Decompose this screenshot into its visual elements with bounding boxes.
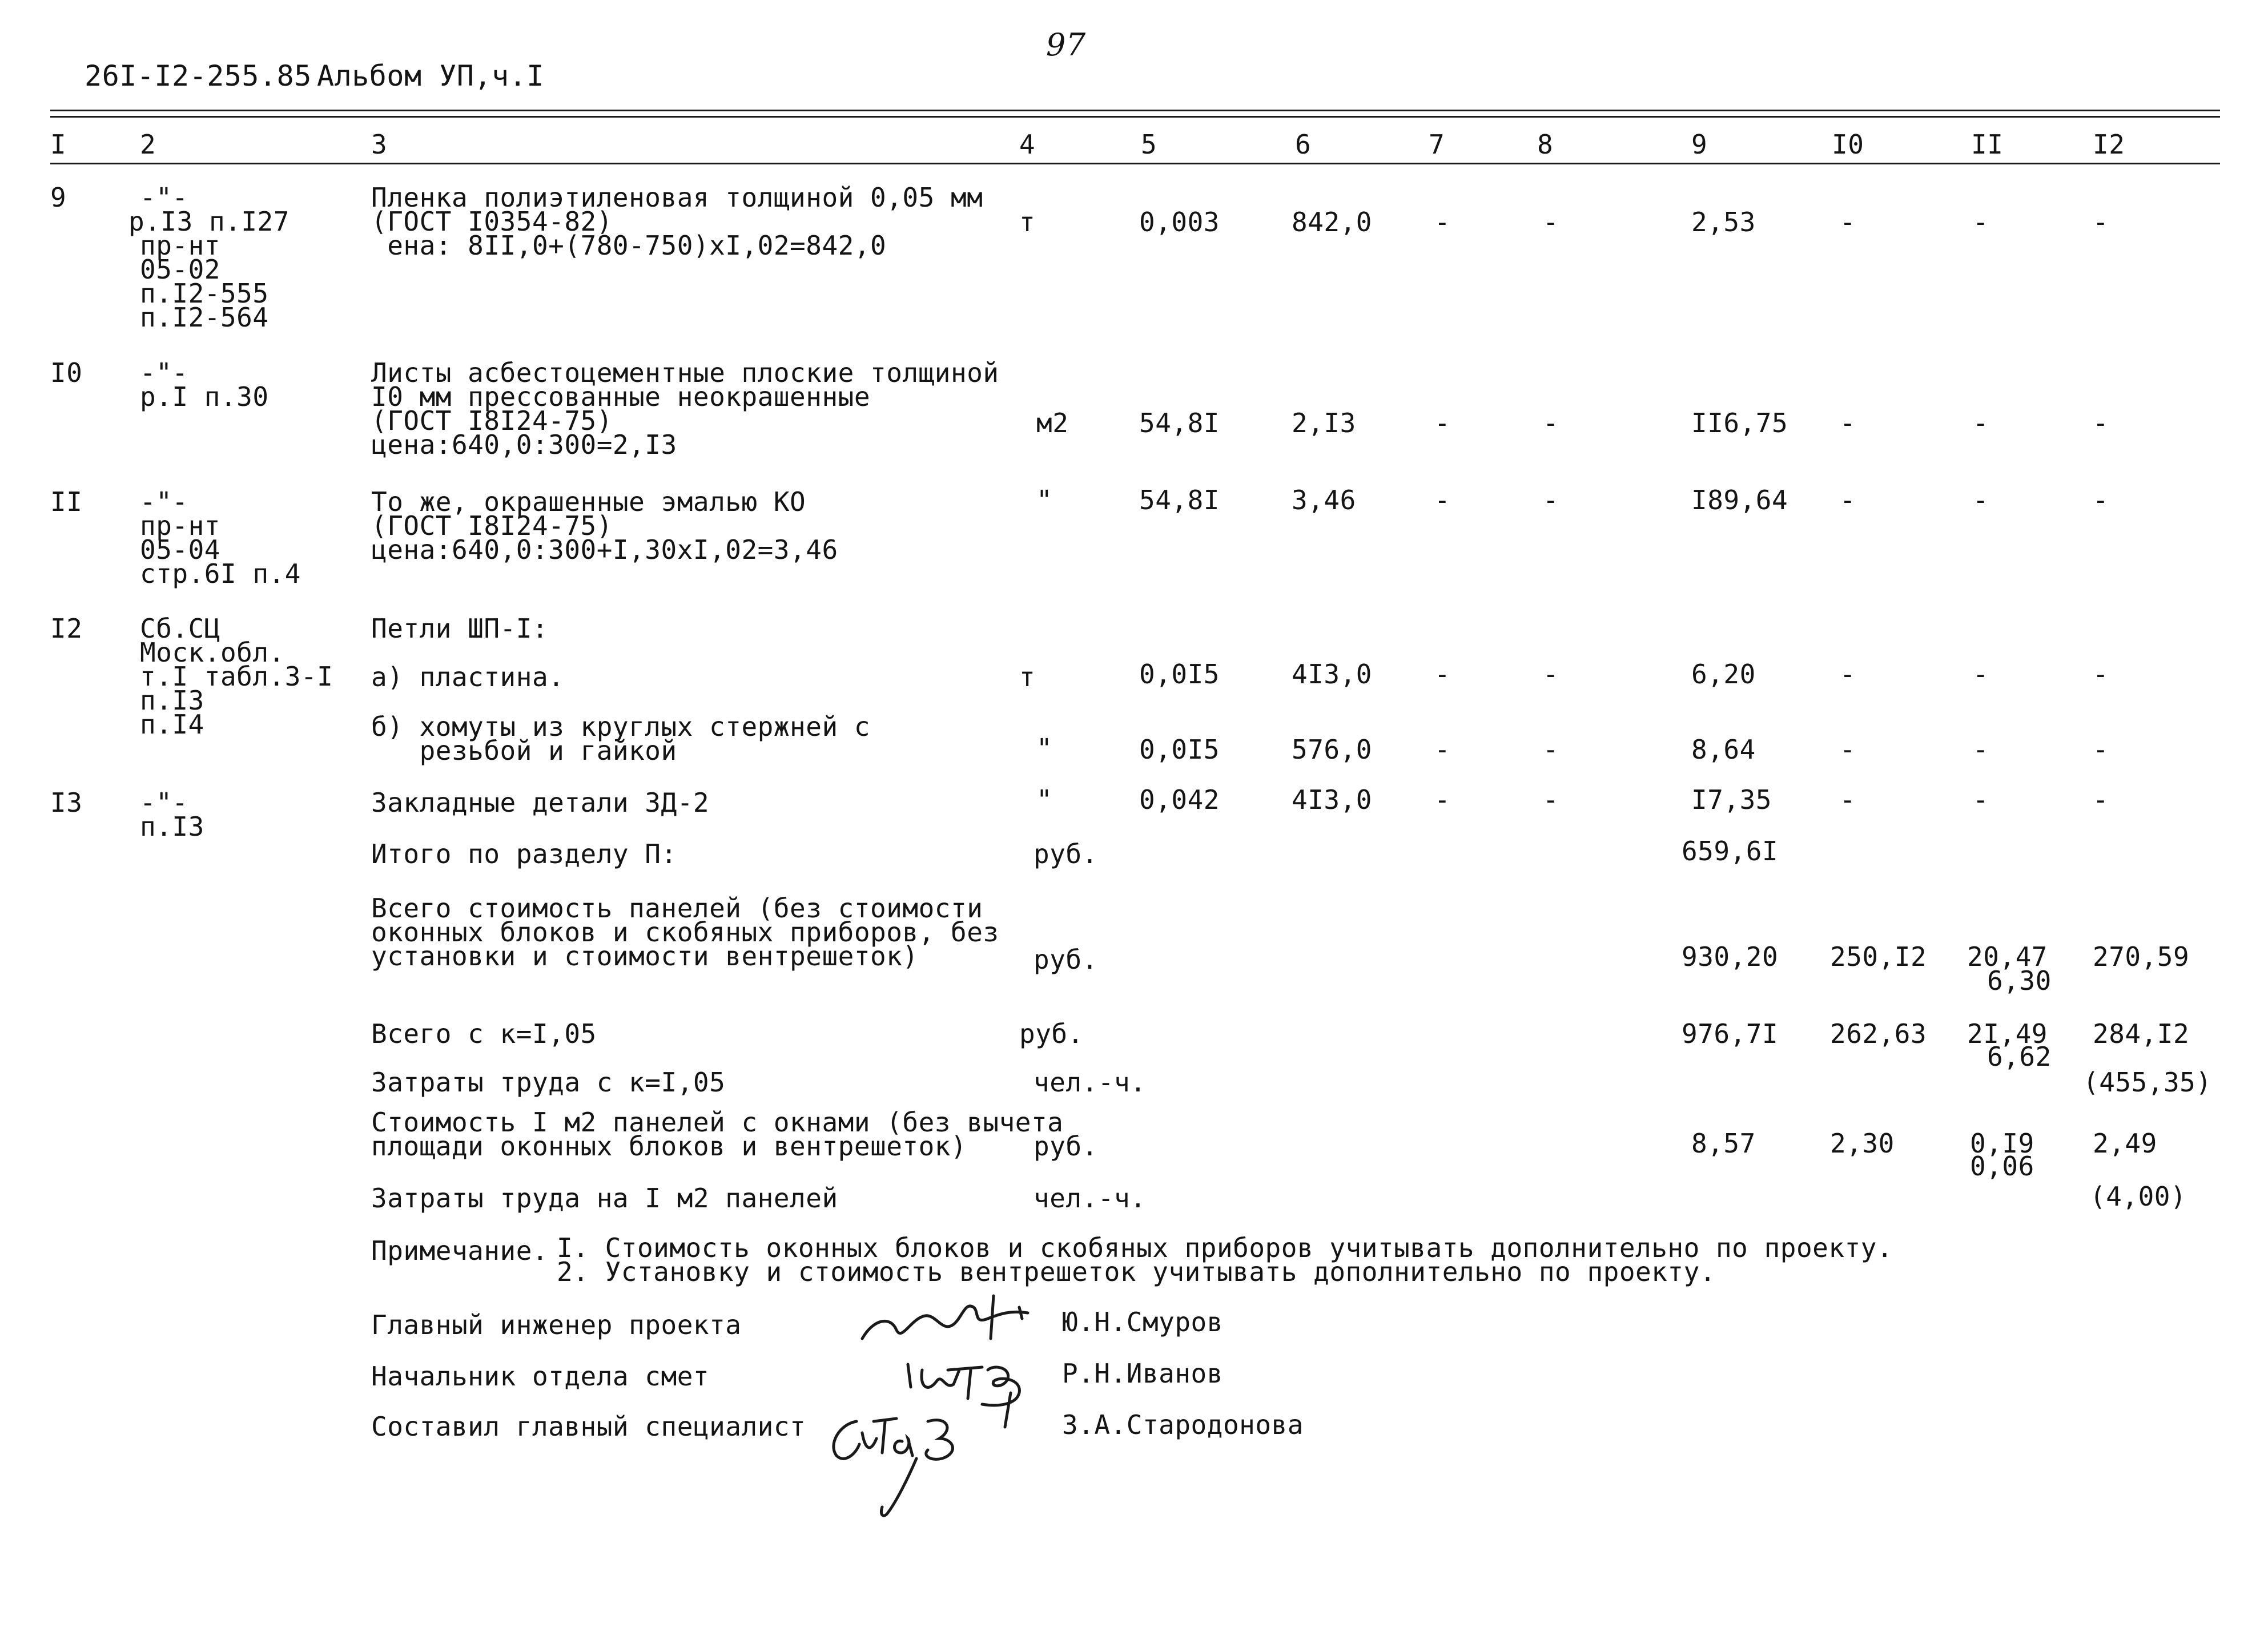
ref-line: р.I3 п.I27 <box>128 206 289 237</box>
ref-line: стр.6I п.4 <box>140 558 301 589</box>
note-line: 2. Установку и стоимость вентрешеток учитывать дополнительно по проекту. <box>557 1256 1716 1287</box>
total-cell: II6,75 <box>1691 408 1788 438</box>
row-number: I0 <box>50 357 83 388</box>
price-cell: 2,I3 <box>1292 408 1356 438</box>
col11-cell: 0,I9 <box>1970 1128 2034 1159</box>
description-line: а) пластина. <box>371 662 565 692</box>
price-cell: 576,0 <box>1292 734 1372 765</box>
price-cell: 4I3,0 <box>1292 659 1372 690</box>
col-header-4: 4 <box>1019 129 1036 160</box>
col8-cell: - <box>1543 659 1559 690</box>
col12-cell: 270,59 <box>2093 941 2190 972</box>
total-cell: I7,35 <box>1691 784 1772 815</box>
total-cell: I89,64 <box>1691 485 1788 515</box>
unit-cell: " <box>1036 733 1053 764</box>
col12-cell: 2,49 <box>2093 1128 2157 1159</box>
col-header-10: I0 <box>1832 129 1864 160</box>
col12-cell: - <box>2093 784 2109 815</box>
col7-cell: - <box>1434 207 1451 237</box>
ref-line: п.I3 <box>140 685 204 716</box>
col8-cell: - <box>1543 408 1559 438</box>
unit-cell: " <box>1036 485 1053 515</box>
signature-name: З.А.Стародонова <box>1062 1409 1304 1440</box>
description-line: I0 мм прессованные неокрашенные <box>371 381 871 412</box>
description-line: резьбой и гайкой <box>371 735 677 766</box>
description-line: б) хомуты из круглых стержней с <box>371 711 871 742</box>
price-cell: 3,46 <box>1292 485 1356 515</box>
quantity-cell: 0,003 <box>1139 207 1220 237</box>
col11-cell: 20,47 <box>1967 941 2048 972</box>
col-header-7: 7 <box>1429 129 1445 160</box>
description-line: Закладные детали ЗД-2 <box>371 787 710 818</box>
col12-cell: - <box>2093 659 2109 690</box>
handwritten-signature-3 <box>817 1399 1005 1524</box>
col-header-12: I2 <box>2093 129 2125 160</box>
col10-cell: 262,63 <box>1830 1018 1927 1049</box>
ref-line: пр-нт <box>140 230 220 261</box>
description-line: То же, окрашенные эмалью КО <box>371 486 806 517</box>
signature-role: Главный инженер проекта <box>371 1309 742 1340</box>
top-rule-2 <box>50 116 2220 118</box>
col11-subvalue: 6,30 <box>1987 965 2052 996</box>
col8-cell: - <box>1543 734 1559 765</box>
unit-cell: руб. <box>1034 839 1098 869</box>
ref-line: р.I п.30 <box>140 381 269 412</box>
total-cell: 930,20 <box>1682 941 1779 972</box>
description-line: Пленка полиэтиленовая толщиной 0,05 мм <box>371 182 983 213</box>
ref-line: Моск.обл. <box>140 637 285 668</box>
col-header-11: II <box>1971 129 2004 160</box>
unit-cell: т <box>1019 662 1036 692</box>
unit-cell: руб. <box>1034 944 1098 975</box>
unit-cell: чел.-ч. <box>1034 1183 1147 1214</box>
col-header-9: 9 <box>1691 129 1708 160</box>
summary-label: Затраты труда на I м2 панелей <box>371 1183 838 1214</box>
signature-role: Начальник отдела смет <box>371 1361 710 1392</box>
signature-name: Ю.Н.Смуров <box>1062 1307 1223 1337</box>
col12-cell: - <box>2093 207 2109 237</box>
col11-subvalue: 0,06 <box>1970 1151 2034 1182</box>
row-number: I2 <box>50 613 83 644</box>
ref-line: 05-02 <box>140 254 220 285</box>
album-label: Альбом УП,ч.I <box>317 59 544 92</box>
top-rule-1 <box>50 110 2220 111</box>
col10-cell: 2,30 <box>1830 1128 1895 1159</box>
col10-cell: - <box>1840 659 1856 690</box>
unit-cell: чел.-ч. <box>1034 1067 1147 1098</box>
col11-cell: 2I,49 <box>1967 1018 2048 1049</box>
quantity-cell: 54,8I <box>1139 485 1220 515</box>
col10-cell: 250,I2 <box>1830 941 1927 972</box>
summary-label: Итого по разделу П: <box>371 839 677 869</box>
price-cell: 842,0 <box>1292 207 1372 237</box>
summary-label: площади оконных блоков и вентрешеток) <box>371 1131 967 1162</box>
description-line: цена:640,0:300+I,30xI,02=3,46 <box>371 534 838 565</box>
signature-name: Р.Н.Иванов <box>1062 1358 1223 1389</box>
col-header-5: 5 <box>1141 129 1157 160</box>
ref-line: п.I3 <box>140 811 204 842</box>
summary-label: Стоимость I м2 панелей с окнами (без вычета <box>371 1107 1064 1138</box>
col12-cell: - <box>2093 734 2109 765</box>
description-line: (ГОСТ I0354-82) <box>371 206 613 237</box>
description-line: цена:640,0:300=2,I3 <box>371 429 677 460</box>
col7-cell: - <box>1434 408 1451 438</box>
col12-cell: 284,I2 <box>2093 1018 2190 1049</box>
unit-cell: руб. <box>1019 1018 1084 1049</box>
page-number: 97 <box>1046 27 1086 63</box>
summary-label: установки и стоимости вентрешеток) <box>371 941 919 972</box>
note-line: I. Стоимость оконных блоков и скобяных приборов учитывать дополнительно по проекту. <box>557 1232 1893 1263</box>
description-line: (ГОСТ I8I24-75) <box>371 405 613 436</box>
total-cell: 976,7I <box>1682 1018 1779 1049</box>
col-header-8: 8 <box>1537 129 1554 160</box>
unit-cell: " <box>1036 784 1053 815</box>
col11-cell: - <box>1973 485 1989 515</box>
col10-cell: - <box>1840 207 1856 237</box>
col11-cell: - <box>1973 207 1989 237</box>
total-cell: 2,53 <box>1691 207 1756 237</box>
total-cell: 659,6I <box>1682 836 1779 867</box>
unit-cell: руб. <box>1034 1131 1098 1162</box>
description-line: Петли ШП-I: <box>371 613 549 644</box>
total-cell: 8,57 <box>1691 1128 1756 1159</box>
price-cell: 4I3,0 <box>1292 784 1372 815</box>
quantity-cell: 0,042 <box>1139 784 1220 815</box>
col-header-3: 3 <box>371 129 388 160</box>
col12-cell: (455,35) <box>2083 1067 2212 1098</box>
row-number: II <box>50 486 83 517</box>
document-code: 26I-I2-255.85 <box>85 59 312 92</box>
ref-line: -"- <box>140 182 188 213</box>
col-header-1: I <box>50 129 67 160</box>
summary-label: Всего стоимость панелей (без стоимости <box>371 893 983 924</box>
quantity-cell: 0,0I5 <box>1139 659 1220 690</box>
summary-label: оконных блоков и скобяных приборов, без <box>371 917 999 948</box>
col12-cell: - <box>2093 485 2109 515</box>
ref-line: п.I2-555 <box>140 278 269 309</box>
col11-cell: - <box>1973 659 1989 690</box>
col7-cell: - <box>1434 734 1451 765</box>
col-header-6: 6 <box>1295 129 1312 160</box>
col7-cell: - <box>1434 485 1451 515</box>
signature-role: Составил главный специалист <box>371 1411 806 1442</box>
row-number: 9 <box>50 182 67 213</box>
col8-cell: - <box>1543 485 1559 515</box>
col12-cell: - <box>2093 408 2109 438</box>
col12-cell: (4,00) <box>2090 1181 2187 1212</box>
description-line: Листы асбестоцементные плоские толщиной <box>371 357 999 388</box>
total-cell: 6,20 <box>1691 659 1756 690</box>
notes-label: Примечание. <box>371 1235 549 1266</box>
ref-line: пр-нт <box>140 510 220 541</box>
col11-cell: - <box>1973 408 1989 438</box>
col11-cell: - <box>1973 784 1989 815</box>
ref-line: Сб.СЦ <box>140 613 220 644</box>
ref-line: т.I табл.3-I <box>140 661 333 692</box>
col11-subvalue: 6,62 <box>1987 1041 2052 1072</box>
row-number: I3 <box>50 787 83 818</box>
description-line: (ГОСТ I8I24-75) <box>371 510 613 541</box>
col10-cell: - <box>1840 734 1856 765</box>
col8-cell: - <box>1543 207 1559 237</box>
summary-label: Всего с к=I,05 <box>371 1018 597 1049</box>
ref-line: 05-04 <box>140 534 220 565</box>
col8-cell: - <box>1543 784 1559 815</box>
col7-cell: - <box>1434 659 1451 690</box>
col11-cell: - <box>1973 734 1989 765</box>
quantity-cell: 54,8I <box>1139 408 1220 438</box>
ref-line: -"- <box>140 787 188 818</box>
col10-cell: - <box>1840 408 1856 438</box>
header-underline <box>50 163 2220 164</box>
ref-line: п.I2-564 <box>140 302 269 333</box>
col10-cell: - <box>1840 485 1856 515</box>
col7-cell: - <box>1434 784 1451 815</box>
total-cell: 8,64 <box>1691 734 1756 765</box>
unit-cell: т <box>1019 207 1036 237</box>
ref-line: п.I4 <box>140 709 204 740</box>
description-line: ена: 8II,0+(780-750)xI,02=842,0 <box>371 230 887 261</box>
ref-line: -"- <box>140 486 188 517</box>
col-header-2: 2 <box>140 129 156 160</box>
ref-line: -"- <box>140 357 188 388</box>
summary-label: Затраты труда с к=I,05 <box>371 1067 726 1098</box>
quantity-cell: 0,0I5 <box>1139 734 1220 765</box>
unit-cell: м2 <box>1036 408 1069 438</box>
col10-cell: - <box>1840 784 1856 815</box>
